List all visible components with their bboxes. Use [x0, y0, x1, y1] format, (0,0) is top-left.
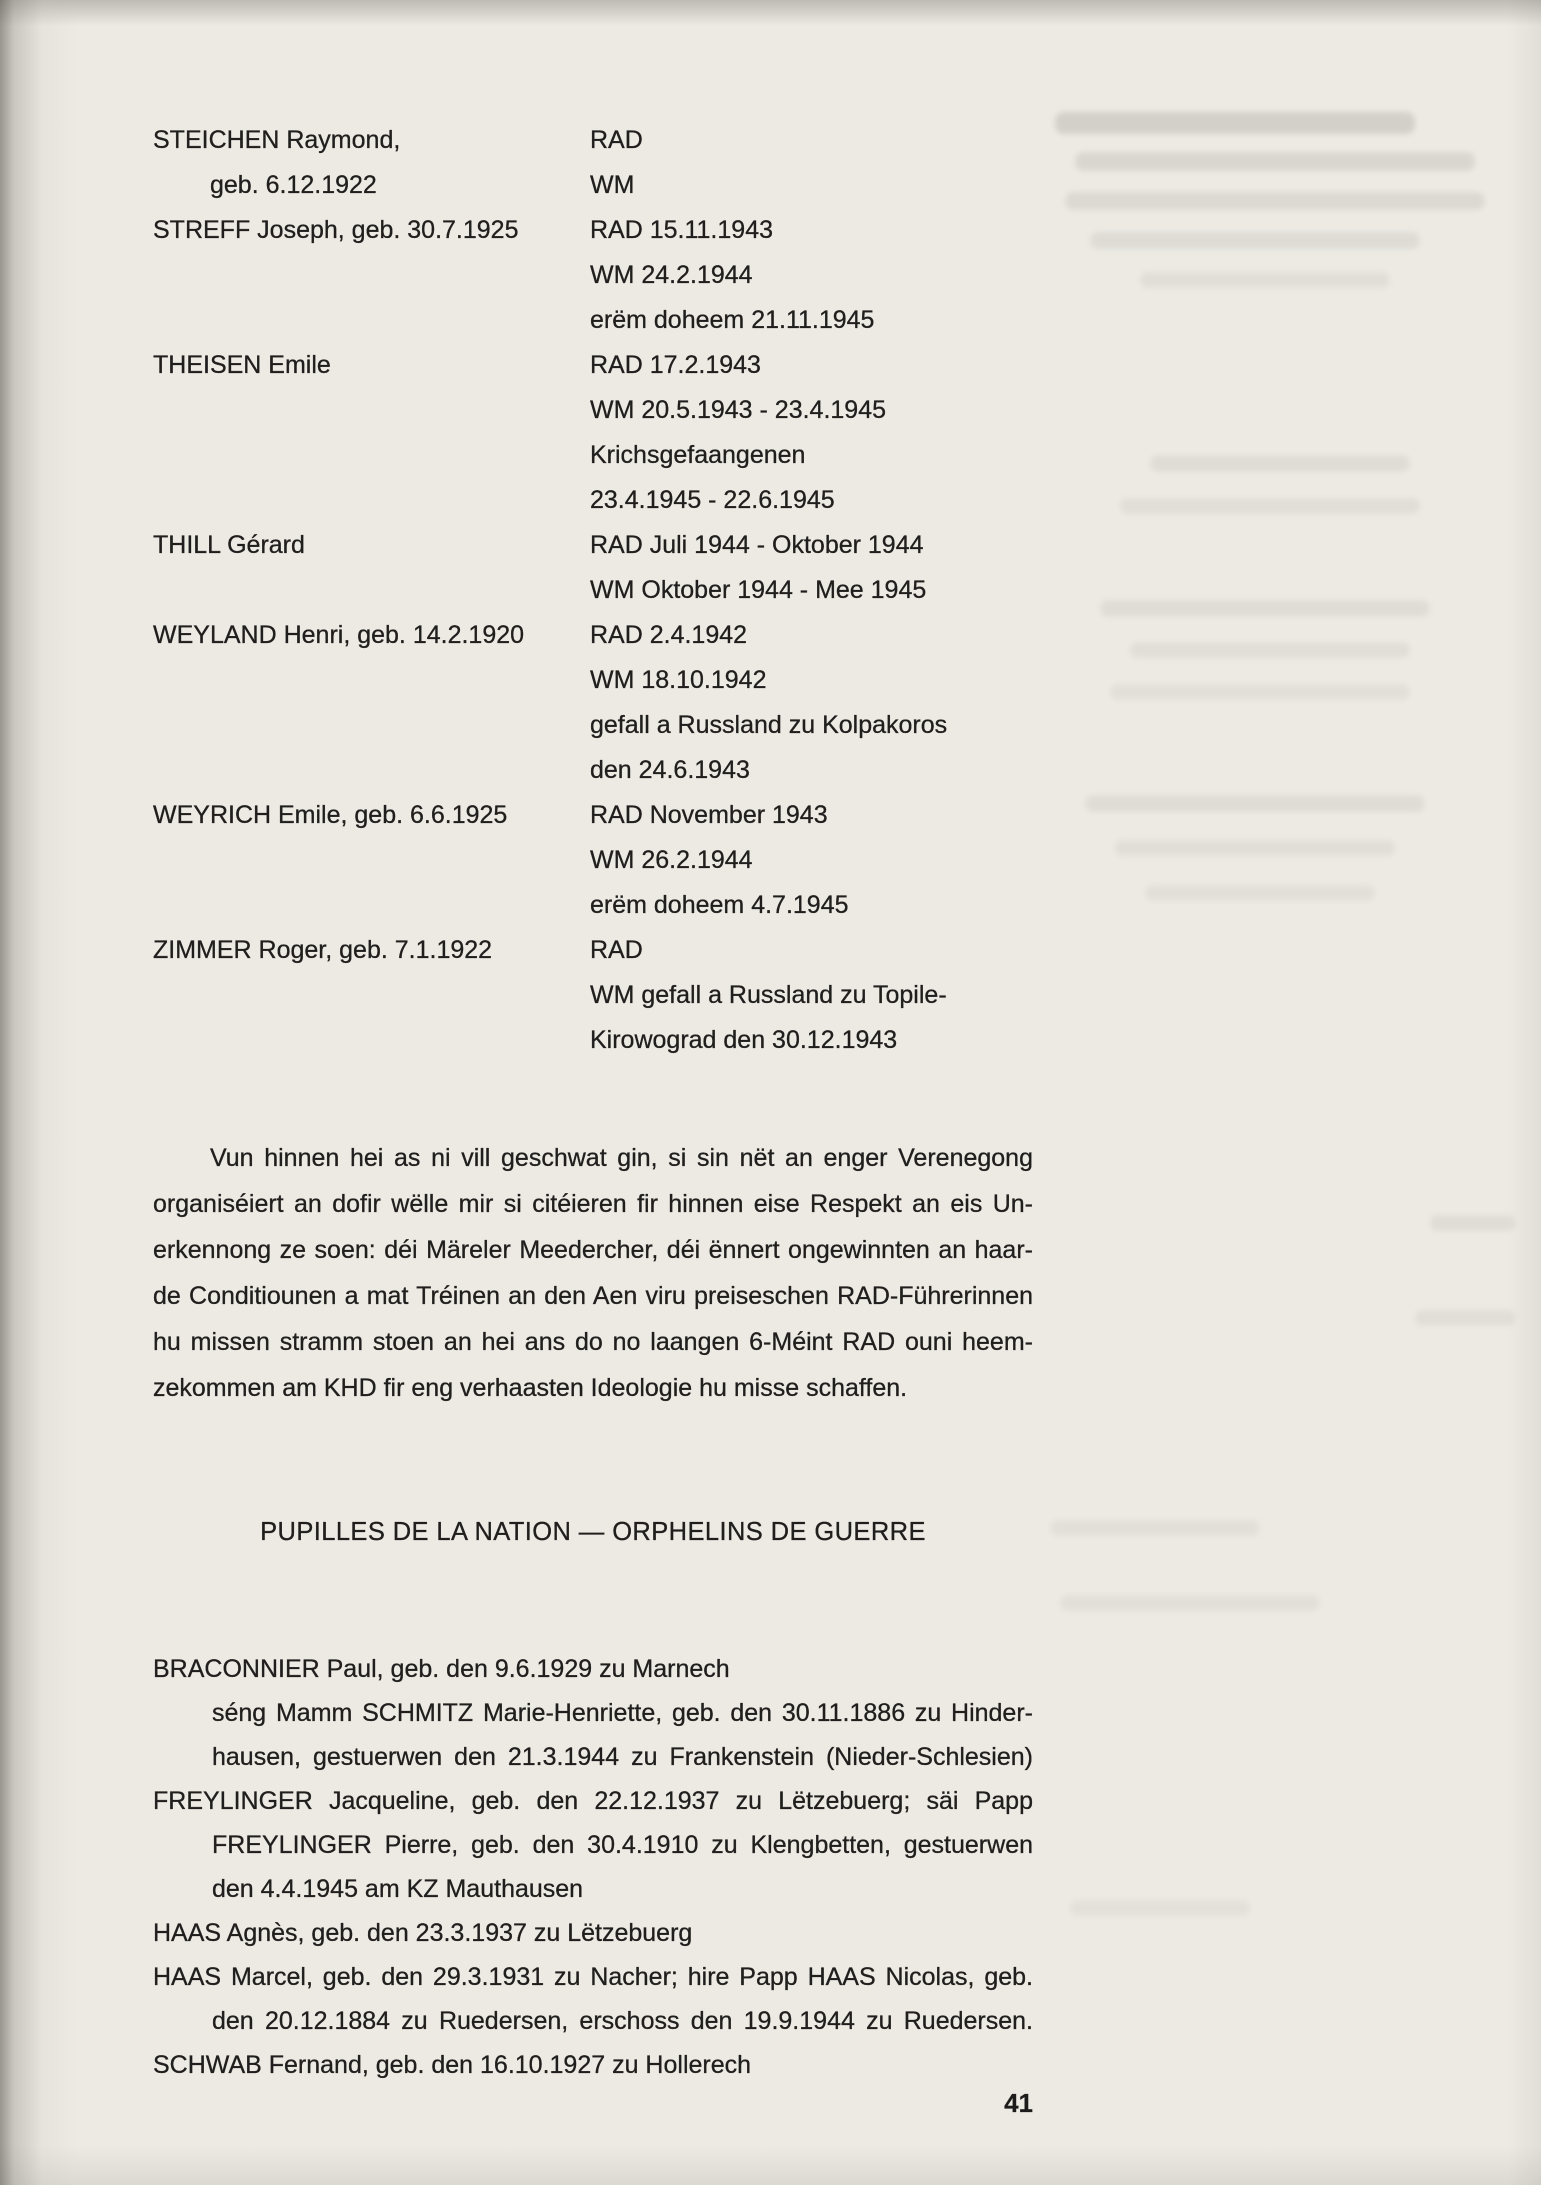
bleedthrough-mark: [1145, 885, 1375, 901]
service-record: Kirowograd den 30.12.1943: [590, 1026, 898, 1054]
bleedthrough-mark: [1070, 1900, 1250, 1916]
orphan-line: FREYLINGER Pierre, geb. den 30.4.1910 zu Klengbetten, gestuerwen: [212, 1831, 1033, 1859]
veteran-row: [153, 838, 1033, 883]
bleedthrough-mark: [1140, 272, 1390, 288]
paragraph-line: Vun hinnen hei as ni vill geschwat gin, si sin nët an enger Verenegong: [210, 1144, 1033, 1172]
veteran-name: [153, 658, 590, 703]
veteran-name: [153, 838, 590, 883]
veteran-row: [153, 523, 1033, 568]
service-record: WM 18.10.1942: [590, 666, 767, 694]
service-record: WM 24.2.1944: [590, 261, 753, 289]
veteran-name: [153, 253, 590, 298]
bleedthrough-mark: [1415, 1310, 1515, 1326]
bleedthrough-mark: [1110, 684, 1410, 700]
bleedthrough-mark: [1065, 192, 1485, 210]
bleedthrough-mark: [1120, 498, 1420, 514]
service-record: WM gefall a Russland zu Topile-: [590, 981, 947, 1009]
bleedthrough-mark: [1100, 600, 1430, 617]
orphan-line: den 20.12.1884 zu Ruedersen, erschoss den 19.9.1944 zu Ruedersen.: [212, 2007, 1033, 2035]
service-record: RAD Juli 1944 - Oktober 1944: [590, 531, 924, 559]
veteran-row: [153, 793, 1033, 838]
paragraph-line: erkennong ze soen: déi Märeler Meedercher, déi ënnert ongewinnten an haar-: [153, 1236, 1033, 1264]
service-record: RAD 15.11.1943: [590, 216, 773, 244]
bleedthrough-mark: [1090, 232, 1420, 249]
orphan-line: HAAS Agnès, geb. den 23.3.1937 zu Lëtzebuerg: [153, 1919, 693, 1947]
orphan-line: FREYLINGER Jacqueline, geb. den 22.12.1937 zu Lëtzebuerg; säi Papp: [153, 1787, 1033, 1815]
bleedthrough-mark: [1060, 1595, 1320, 1611]
veteran-name: STREFF Joseph, geb. 30.7.1925: [153, 216, 519, 244]
veteran-row: [153, 568, 1033, 613]
orphan-line: den 4.4.1945 am KZ Mauthausen: [212, 1875, 584, 1903]
veteran-row: [153, 658, 1033, 703]
veteran-name: THILL Gérard: [153, 531, 305, 559]
veteran-name: [153, 568, 590, 613]
veteran-name: [153, 883, 590, 928]
paragraph-line: de Conditiounen a mat Tréinen an den Aen viru preiseschen RAD-Führerinnen: [153, 1282, 1033, 1310]
veteran-name: [153, 298, 590, 343]
service-record: WM: [590, 171, 635, 199]
service-record: 23.4.1945 - 22.6.1945: [590, 486, 835, 514]
orphan-line: séng Mamm SCHMITZ Marie-Henriette, geb. den 30.11.1886 zu Hinder-: [212, 1699, 1033, 1727]
service-record: erëm doheem 4.7.1945: [590, 891, 849, 919]
veteran-row: [153, 208, 1033, 253]
veteran-name: [153, 433, 590, 478]
paragraph-line: organiséiert an dofir wëlle mir si citéieren fir hinnen eise Respekt an eis Un-: [153, 1190, 1033, 1218]
veteran-row: [153, 613, 1033, 658]
service-record: RAD 17.2.1943: [590, 351, 761, 379]
paragraph-line: zekommen am KHD fir eng verhaasten Ideologie hu misse schaffen.: [153, 1374, 908, 1402]
service-record: WM 26.2.1944: [590, 846, 753, 874]
bleedthrough-mark: [1075, 152, 1475, 171]
service-record: RAD 2.4.1942: [590, 621, 748, 649]
veteran-name: WEYLAND Henri, geb. 14.2.1920: [153, 621, 525, 649]
veteran-name: [153, 748, 590, 793]
bleedthrough-mark: [1130, 642, 1410, 658]
service-record: erëm doheem 21.11.1945: [590, 306, 875, 334]
veteran-name: [153, 703, 590, 748]
veteran-name: STEICHEN Raymond,: [153, 126, 401, 154]
veteran-row: [153, 478, 1033, 523]
veteran-row: [153, 118, 1033, 163]
veteran-row: [153, 703, 1033, 748]
page-number: 41: [1004, 2088, 1033, 2118]
veteran-row: [153, 253, 1033, 298]
orphan-line: hausen, gestuerwen den 21.3.1944 zu Frankenstein (Nieder-Schlesien): [212, 1743, 1033, 1771]
bleedthrough-mark: [1115, 840, 1395, 856]
bleedthrough-mark: [1430, 1215, 1515, 1231]
veteran-row: [153, 973, 1033, 1018]
veteran-row: [153, 1018, 1033, 1063]
paragraph-line: hu missen stramm stoen an hei ans do no laangen 6-Méint RAD ouni heem-: [153, 1328, 1033, 1356]
veterans-service-list: [153, 118, 1033, 1063]
orphan-line: BRACONNIER Paul, geb. den 9.6.1929 zu Marnech: [153, 1655, 730, 1683]
veteran-row: [153, 163, 1033, 208]
service-record: WM 20.5.1943 - 23.4.1945: [590, 396, 887, 424]
veteran-name: geb. 6.12.1922: [210, 171, 377, 199]
bleedthrough-mark: [1085, 795, 1425, 812]
page-footer: [153, 2088, 1033, 2119]
service-record: Krichsgefaangenen: [590, 441, 806, 469]
veteran-row: [153, 883, 1033, 928]
veteran-name: [153, 973, 590, 1018]
service-record: RAD: [590, 126, 643, 154]
orphan-line: SCHWAB Fernand, geb. den 16.10.1927 zu Hollerech: [153, 2051, 752, 2079]
bleedthrough-mark: [1050, 1520, 1260, 1536]
veteran-name: THEISEN Emile: [153, 351, 331, 379]
orphans-of-war-list: [153, 1647, 1033, 2087]
veteran-row: [153, 433, 1033, 478]
veteran-name: WEYRICH Emile, geb. 6.6.1925: [153, 801, 508, 829]
orphan-line: HAAS Marcel, geb. den 29.3.1931 zu Nacher; hire Papp HAAS Nicolas, geb.: [153, 1963, 1033, 1991]
veteran-row: [153, 928, 1033, 973]
tribute-paragraph: [153, 1135, 1033, 1411]
bleedthrough-mark: [1150, 455, 1410, 472]
service-record: gefall a Russland zu Kolpakoros: [590, 711, 948, 739]
veteran-row: [153, 748, 1033, 793]
section-heading: PUPILLES DE LA NATION — ORPHELINS DE GUERRE: [260, 1518, 926, 1546]
bleedthrough-mark: [1055, 112, 1415, 134]
veteran-name: [153, 478, 590, 523]
page-content: [153, 118, 1033, 2087]
service-record: RAD: [590, 936, 643, 964]
veteran-name: [153, 388, 590, 433]
service-record: den 24.6.1943: [590, 756, 750, 784]
veteran-row: [153, 343, 1033, 388]
veteran-row: [153, 298, 1033, 343]
veteran-name: [153, 1018, 590, 1063]
veteran-name: ZIMMER Roger, geb. 7.1.1922: [153, 936, 493, 964]
service-record: RAD November 1943: [590, 801, 828, 829]
service-record: WM Oktober 1944 - Mee 1945: [590, 576, 927, 604]
veteran-row: [153, 388, 1033, 433]
